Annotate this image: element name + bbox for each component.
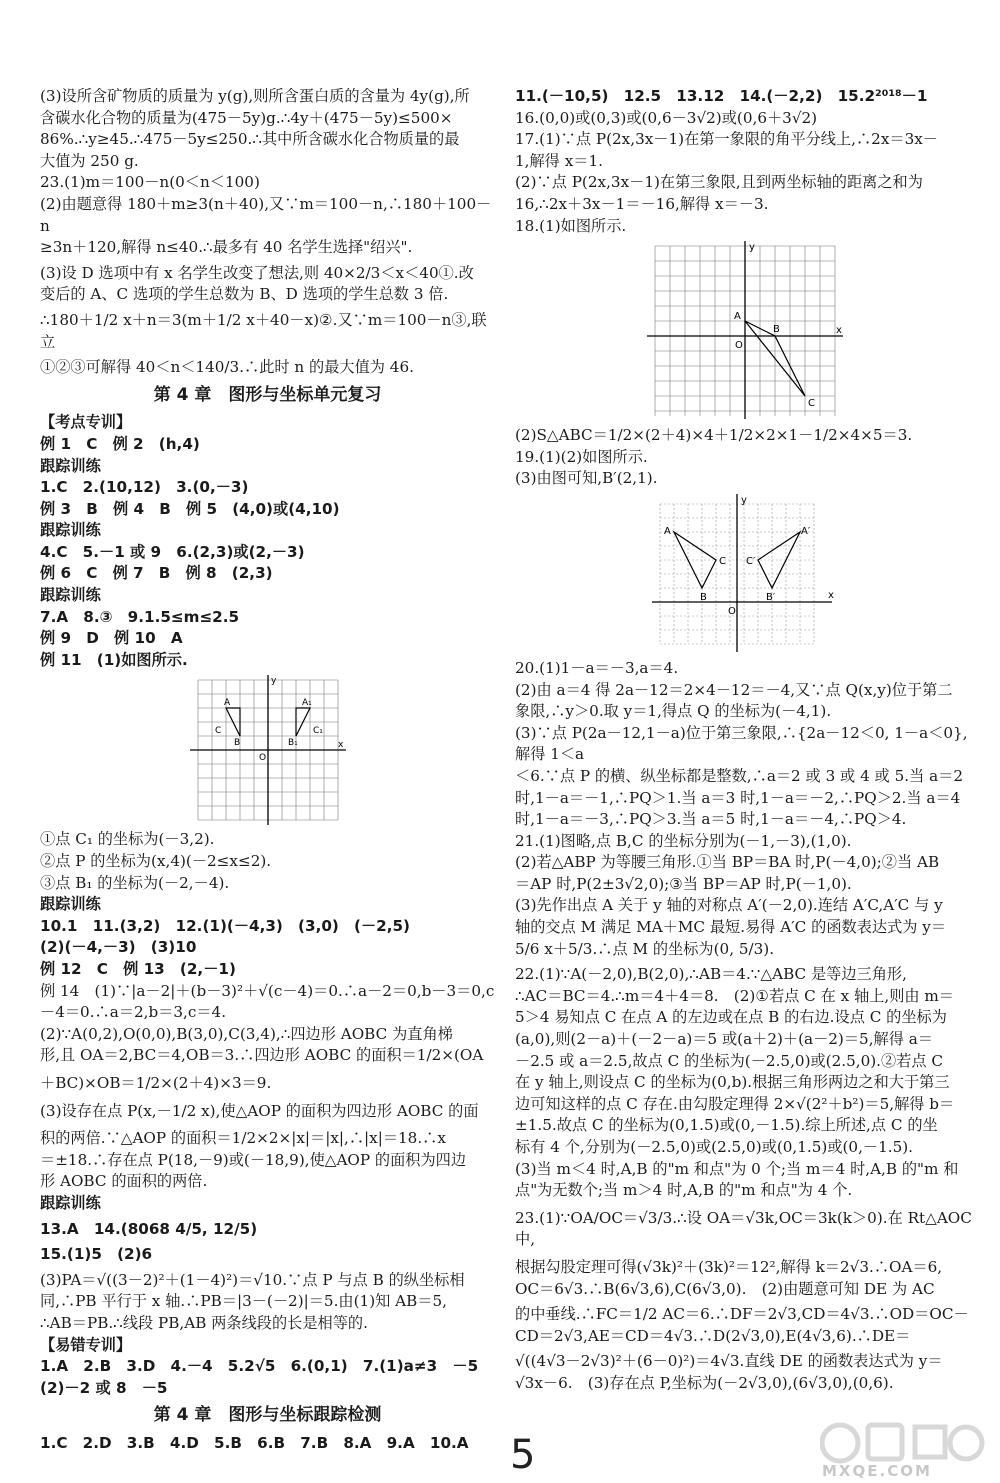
label-a: A [664, 525, 671, 537]
text-line: 11.(－10,5) 12.5 13.12 14.(－2,2) 15.2²⁰¹⁸－1 [515, 87, 928, 105]
text-line: 跟踪训练 [40, 586, 101, 605]
left-column [40, 86, 495, 1454]
test-answers: 1.C 2.D 3.B 4.D 5.B 6.B 7.B 8.A 9.A 10.A [40, 1433, 469, 1452]
text-line: 【考点专训】 [40, 413, 132, 432]
text-line: 23.(1)m＝100－n(0＜n＜100) [40, 173, 260, 192]
text-line: (2)由 a＝4 得 2a－12＝2×4－12＝－4,又∵点 Q(x,y)位于第二 [515, 680, 953, 699]
label-c: C [214, 726, 221, 737]
text-line: 大值为 250 g. [40, 151, 139, 170]
origin-label: O [735, 340, 743, 352]
text-line: 4.C 5.－1 或 9 6.(2,3)或(2,－3) [40, 542, 305, 561]
text-line: (3)PA＝√((3－2)²＋(1－4)²)＝√10.∵点 P 与点 B 的纵坐标相 [40, 1270, 465, 1289]
text-line: 含碳水化合物的质量为(475－5y)g.∴4y＋(475－5y)≤500× [40, 108, 453, 127]
figure-ex11-grid [188, 675, 348, 825]
label-a: A [223, 698, 230, 709]
text-line: ＝±18.∴存在点 P(18,－9)或(－18,9),使△AOP 的面积为四边 [40, 1150, 467, 1169]
page-number: 5 [510, 1432, 536, 1478]
text-line: (3)由图可知,B′(2,1). [515, 469, 658, 488]
text-line: －4＝0.∴a＝2,b＝3,c＝4. [40, 1003, 227, 1022]
text-line: 86%.∴y≥45.∴475－5y≤250.∴其中所含碳水化合物质量的最 [40, 130, 460, 149]
text-line: 轴的交点 M 满足 MA＋MC 最短.易得 A′C 的函数表达式为 y＝ [515, 918, 947, 937]
text-line: 5/6 x＋5/3.∴点 M 的坐标为(0, 5/3). [515, 939, 775, 958]
text-line: 16.(0,0)或(0,3)或(0,6－3√2)或(0,6＋3√2) [515, 108, 818, 127]
label-a-prime: A′ [801, 525, 811, 537]
text-line: ±1.5.故点 C 的坐标为(0,1.5)或(0,－1.5).综上所述,点 C 的坐 [515, 1116, 938, 1135]
text-line: 标有 4 个,分别为(－2.5,0)或(2.5,0)或(0,1.5)或(0,－1.5). [515, 1138, 914, 1156]
text-line: ＋BC)×OB＝1/2×(2＋4)×3＝9. [40, 1073, 272, 1092]
figure-18-grid [645, 241, 845, 421]
label-a1: A₁ [301, 698, 312, 709]
text-line: 1.C 2.(10,12) 3.(0,－3) [40, 478, 249, 497]
section-heading-review: 第 4 章 图形与坐标单元复习 [153, 384, 382, 405]
text-line: 象限,∴y＞0.取 y＝1,得点 Q 的坐标为(－4,1). [515, 702, 832, 721]
text-line: (3)先作出点 A 关于 y 轴的对称点 A′(－2,0).连结 A′C,A′C 与 y [515, 896, 943, 915]
text-line: 跟踪训练 [40, 1193, 101, 1212]
text-line: 点"为无数个;当 m＞4 时,A,B 的"m 和点"为 4 个. [515, 1181, 853, 1200]
text-line: ②点 P 的坐标为(x,4)(－2≤x≤2). [40, 852, 272, 871]
text-line: 22.(1)∵A(－2,0),B(2,0),∴AB＝4.∵△ABC 是等边三角形, [515, 965, 907, 984]
text-line: ∴AB＝PB.∴线段 PB,AB 两条线段的长是相等的. [40, 1313, 368, 1332]
label-c1: C₁ [312, 726, 323, 737]
text-line: 15.(1)5 (2)6 [40, 1245, 153, 1264]
text-line: 20.(1)1－a＝－3,a＝4. [515, 658, 679, 677]
text-line: ＝AP 时,P(2±3√2,0);③当 BP＝AP 时,P(－1,0). [515, 874, 852, 893]
text-line: 17.(1)∵点 P(2x,3x－1)在第一象限的角平分线上,∴2x＝3x－ [515, 130, 938, 149]
text-line: (3)设所含矿物质的质量为 y(g),则所含蛋白质的含量为 4y(g),所 [40, 87, 470, 105]
text-line: CD＝2√3,AE＝CD＝4√3.∴D(2√3,0),E(4√3,6).∴DE＝ [515, 1326, 911, 1345]
label-b: B [773, 324, 780, 336]
text-line: 1.A 2.B 3.D 4.－4 5.2√5 6.(0,1) 7.(1)a≠3 －5 [40, 1357, 479, 1376]
text-line: ≥3n＋120,解得 n≤40.∴最多有 40 名学生选择"绍兴". [40, 238, 413, 257]
text-line: 跟踪训练 [40, 521, 101, 540]
text-line: OC＝6√3.∴B(6√3,6),C(6√3,0). (2)由题意可知 DE 为 AC [515, 1279, 935, 1298]
right-block-a [515, 86, 975, 237]
text-line: 根据勾股定理可得(√3k)²＋(3k)²＝12²,解得 k＝2√3.∴OA＝6, [515, 1257, 943, 1276]
text-line: 例 3 B 例 4 B 例 5 (4,0)或(4,10) [40, 499, 340, 518]
text-line: 例 6 C 例 7 B 例 8 (2,3) [40, 564, 273, 583]
axis-x-label: x [828, 589, 834, 601]
text-line: ∴AC＝BC＝4.∴m＝4＋4＝8. (2)①若点 C 在 x 轴上,则由 m＝ [515, 986, 954, 1005]
text-line: 在 y 轴上,则设点 C 的坐标为(0,b).根据三角形两边之和大于第三 [515, 1073, 950, 1092]
axis-y-label: y [741, 494, 747, 506]
text-line: 时,1－a＝－3,∴PQ＞3.当 a＝5 时,1－a＝－4,∴PQ＞4. [515, 810, 907, 829]
text-line: 5＞4 易知点 C 在点 A 的左边或在点 B 的右边.设点 C 的坐标为 [515, 1008, 947, 1027]
text-line: 变后的 A、C 选项的学生总数为 B、D 选项的学生总数 3 倍. [40, 285, 449, 304]
text-line: 【易错专训】 [40, 1335, 132, 1354]
text-line: (a,0),则(2－a)＋(－2－a)＝5 或(a＋2)＋(a－2)＝5,解得 a＝ [515, 1030, 933, 1049]
label-b-prime: B′ [766, 591, 776, 603]
text-line: 积的两倍.∵△AOP 的面积＝1/2×2×|x|＝|x|,∴|x|＝18.∴x [40, 1129, 446, 1148]
origin-label: O [728, 605, 736, 617]
right-block-c [515, 658, 975, 1395]
text-line: 形,且 OA＝2,BC＝4,OB＝3.∴四边形 AOBC 的面积＝1/2×(OA [40, 1046, 484, 1065]
text-line: √3x－6. (3)存在点 P,坐标为(－2√3,0),(6√3,0),(0,6). [515, 1373, 894, 1392]
text-line: 边可知这样的点 C 存在.由勾股定理得 2×√(2²＋b²)＝5,解得 b＝ [515, 1094, 955, 1113]
text-line: ①②③可解得 40＜n＜140/3.∴此时 n 的最大值为 46. [40, 358, 414, 377]
label-b1: B₁ [287, 738, 298, 749]
text-line: √((4√3－2√3)²＋(6－0)²)＝4√3.直线 DE 的函数表达式为 y＝ [515, 1352, 943, 1371]
text-line: (2)由题意得 180＋m≥3(n＋40),又∵m＝100－n,∴180＋100－n [40, 194, 492, 235]
left-block-c [40, 829, 495, 1399]
text-line: 7.A 8.③ 9.1.5≤m≤2.5 [40, 607, 240, 626]
label-b: B [700, 591, 707, 603]
label-c-prime: C′ [746, 555, 756, 567]
text-line: 跟踪训练 [40, 456, 101, 475]
label-a: A [734, 311, 741, 323]
text-line: (2)－2 或 8 －5 [40, 1378, 168, 1397]
text-line: 23.(1)∵OA/OC＝√3/3.∴设 OA＝√3k,OC＝3k(k＞0).在 Rt△AOC 中, [515, 1208, 972, 1249]
text-line: 例 1 C 例 2 (h,4) [40, 434, 200, 453]
text-line: 18.(1)如图所示. [515, 216, 627, 235]
figure-19-grid [650, 494, 840, 654]
text-line: 例 12 C 例 13 (2,－1) [40, 960, 236, 978]
text-line: 的中垂线.∴FC＝1/2 AC＝6.∴DF＝2√3,CD＝4√3.∴OD＝OC－ [515, 1305, 969, 1324]
axis-x-label: x [337, 740, 343, 751]
text-line: (3)设 D 选项中有 x 名学生改变了想法,则 40×2/3＜x＜40①.改 [40, 263, 474, 282]
text-line: (2)∵A(0,2),O(0,0),B(3,0),C(3,4),∴四边形 AOBC 为直角梯 [40, 1024, 453, 1043]
axis-y-label: y [749, 242, 755, 254]
label-c: C [808, 398, 815, 410]
text-line: 例 9 D 例 10 A [40, 629, 183, 648]
text-line: 形 AOBC 的面积的两倍. [40, 1172, 208, 1191]
text-line: 16,∴2x＋3x－1＝－16,解得 x＝－3. [515, 194, 769, 213]
text-line: (3)∵点 P(2a－12,1－a)位于第三象限,∴{2a－12＜0, 1－a＜0},解得 1＜a [515, 723, 968, 764]
text-line: 1,解得 x＝1. [515, 151, 603, 170]
text-line: 同,∴PB 平行于 x 轴.∴PB＝|3－(－2)|＝5.由(1)知 AB＝5, [40, 1292, 447, 1311]
section-heading-test: 第 4 章 图形与坐标跟踪检测 [153, 1405, 382, 1426]
text-line: ①点 C₁ 的坐标为(－3,2). [40, 830, 215, 849]
text-line: (3)设存在点 P(x,－1/2 x),使△AOP 的面积为四边形 AOBC 的面 [40, 1101, 479, 1120]
text-line: 跟踪训练 [40, 895, 101, 914]
text-line: 13.A 14.(8068 4/5, 12/5) [40, 1219, 258, 1238]
right-column [515, 86, 975, 1395]
text-line: ∴180＋1/2 x＋n＝3(m＋1/2 x＋40－x)②.又∵m＝100－n③,联立 [40, 310, 487, 351]
label-c: C [719, 555, 726, 567]
text-line: 10.1 11.(3,2) 12.(1)(－4,3) (3,0) (－2,5) [40, 916, 411, 935]
text-line: (2)S△ABC＝1/2×(2＋4)×4＋1/2×2×1－1/2×4×5＝3. [515, 426, 913, 445]
origin-label: O [258, 753, 266, 764]
left-block-a [40, 86, 495, 379]
text-line: 例 14 (1)∵|a－2|＋(b－3)²＋√(c－4)＝0.∴a－2＝0,b－3＝0,c [40, 981, 495, 1000]
text-line: 19.(1)(2)如图所示. [515, 447, 648, 466]
text-line: －2.5 或 a＝2.5,故点 C 的坐标为(－2.5,0)或(2.5,0).②若点 C [515, 1051, 944, 1070]
label-b: B [233, 738, 240, 749]
text-line: (2)∵点 P(2x,3x－1)在第三象限,且到两坐标轴的距离之和为 [515, 173, 923, 192]
text-line: (3)当 m＜4 时,A,B 的"m 和点"为 0 个;当 m＝4 时,A,B 的"m 和 [515, 1159, 959, 1178]
left-block-b [40, 412, 495, 671]
text-line: ③点 B₁ 的坐标为(－2,－4). [40, 873, 230, 892]
text-line: 时,1－a＝－1,∴PQ＞1.当 a＝3 时,1－a＝－2,∴PQ＞2.当 a＝4 [515, 788, 961, 807]
text-line: 21.(1)图略,点 B,C 的坐标分别为(－1,－3),(1,0). [515, 831, 852, 850]
text-line: (2)(－4,－3) (3)10 [40, 938, 197, 957]
text-line: (2)若△ABP 为等腰三角形.①当 BP＝BA 时,P(－4,0);②当 AB [515, 853, 940, 872]
axis-x-label: x [836, 325, 842, 337]
text-line: 例 11 (1)如图所示. [40, 650, 188, 669]
axis-y-label: y [270, 676, 276, 687]
text-line: ＜6.∵点 P 的横、纵坐标都是整数,∴a＝2 或 3 或 4 或 5.当 a＝2 [515, 766, 963, 785]
right-block-b [515, 425, 975, 490]
watermark-text: MXQE.COM [822, 1462, 932, 1480]
